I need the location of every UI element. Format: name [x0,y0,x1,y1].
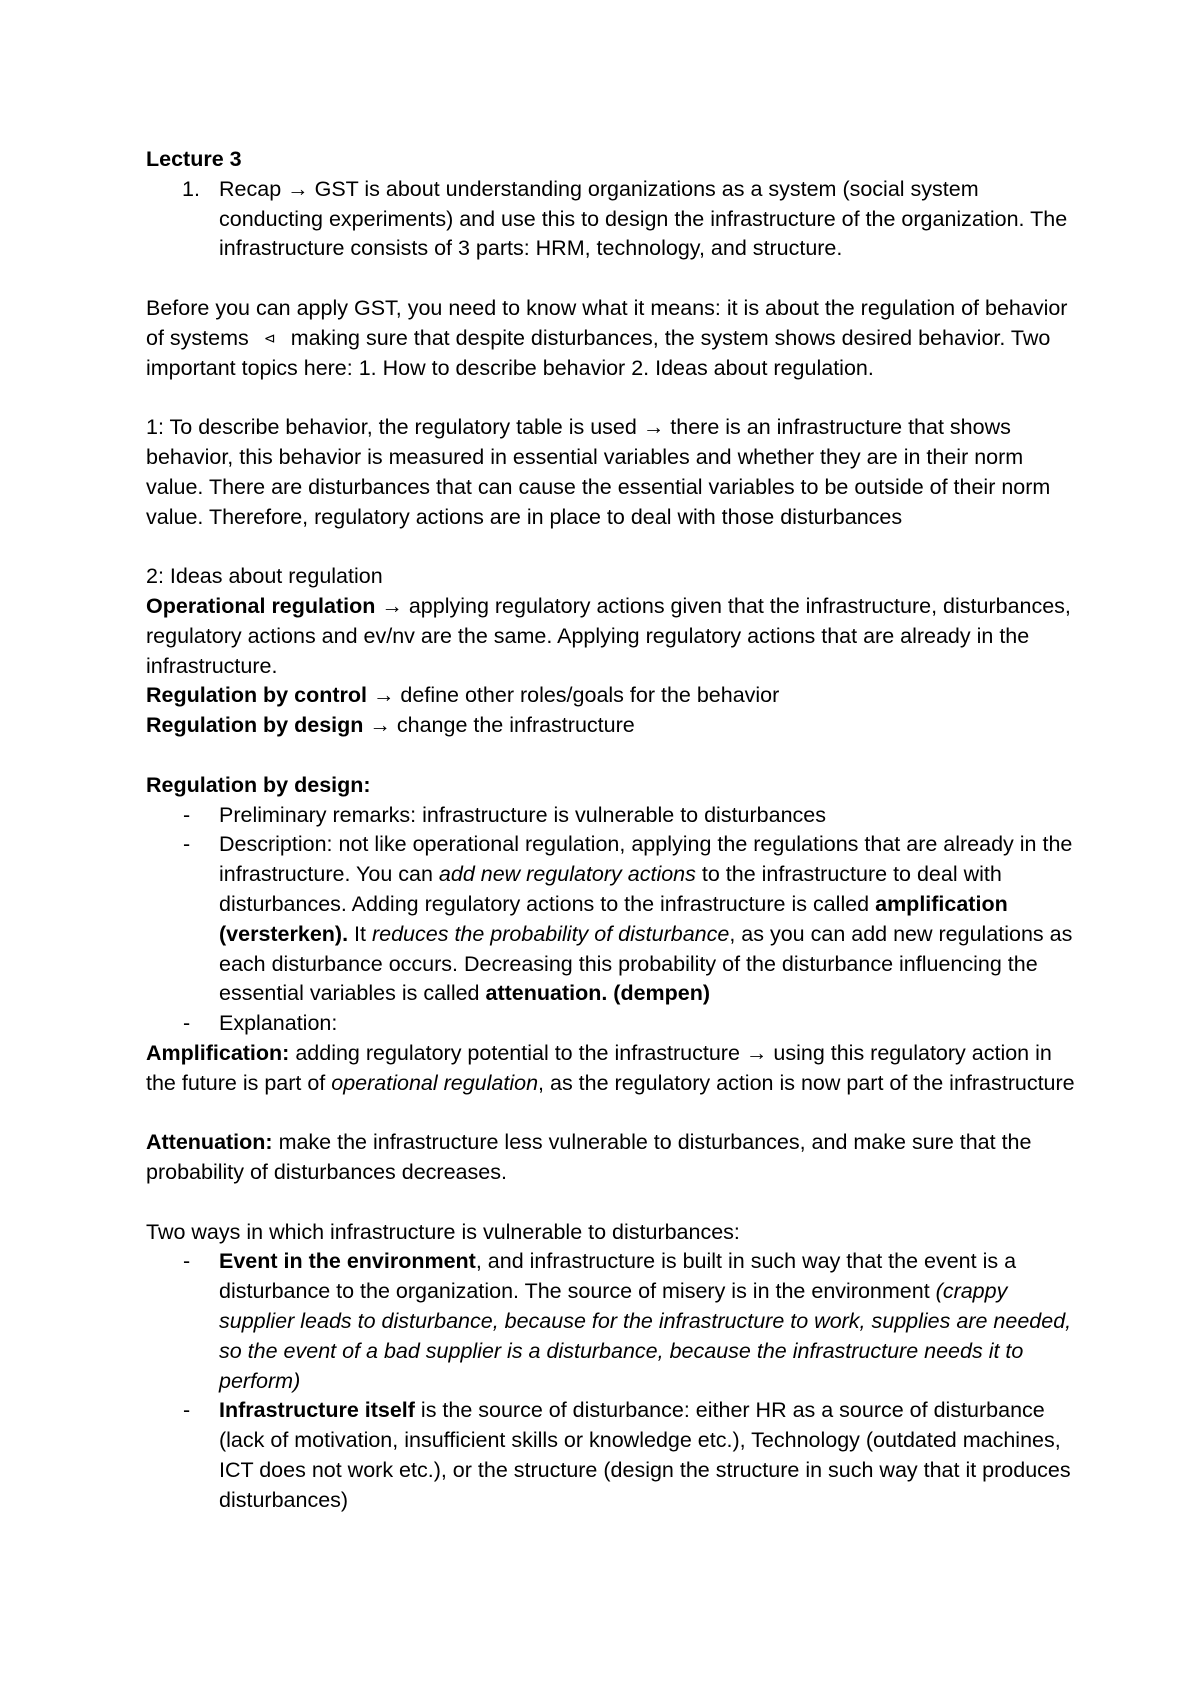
bullet-event-environment: - Event in the environment, and infrastructure is built in such way that the event is a disturbance to the organization. The source of misery is in the environment (crappy supplier leads to disturbance, because for the infrastructure to work, supplies are needed, so the event of a bad supplier is a disturbance, because the infrastructure needs it to perform) [183,1249,1072,1393]
design-heading: Regulation by design: [146,772,371,797]
bullet-dash: - [183,832,191,857]
arrow-icon: → [642,415,665,440]
ways-heading: Two ways in which infrastructure is vulnerable to disturbances: [146,1219,740,1244]
bullet-preliminary: - Preliminary remarks: infrastructure is vulnerable to disturbances [146,801,1076,831]
attenuation-paragraph: Attenuation: make the infrastructure less vulnerable to disturbances, and make sure that the probability of disturbances decreases. [146,1130,1032,1185]
amplification-paragraph: Amplification: adding regulatory potential to the infrastructure → using this regulatory action in the future is part of operational regulation, as the regulatory action is now part of the infrastructure [146,1040,1075,1095]
document-page [146,145,1076,1516]
arrow-icon: → [369,713,391,738]
regulation-by-design: Regulation by design → change the infrastructure [146,713,635,738]
bullet-dash: - [183,1011,191,1036]
paragraph-gst-meaning: Before you can apply GST, you need to know what it means: it is about the regulation of behavior of systems ⊲ making sure that despite disturbances, the system shows desired behavior. Two important topics here: 1. How to describe behavior 2. Ideas about regulation. [146,295,1068,380]
operational-regulation: Operational regulation → applying regulatory actions given that the infrastructure, disturbances, regulatory actions and ev/nv are the same. Applying regulatory actions that are already in the infrastructure. [146,593,1071,678]
arrow-icon: → [287,176,309,201]
arrow-icon: → [745,1040,768,1065]
list-number: 1. [182,176,200,201]
bullet-dash: - [183,802,191,827]
regulation-by-control: Regulation by control → define other roles/goals for the behavior [146,683,780,708]
bullet-explanation: - Explanation: [146,1009,1076,1039]
ideas-heading: 2: Ideas about regulation [146,564,383,589]
arrow-icon: → [381,593,403,618]
bullet-description: - Description: not like operational regulation, applying the regulations that are already in the infrastructure. You can add new regulatory actions to the infrastructure to deal with disturbances. Adding regulatory actions to the infrastructure is called amplification (versterken). It reduces the probability of disturbance, as you can add new regulations as each disturbance occurs. Decreasing this probability of the disturbance influencing the essential variables is called attenuation. (dempen) [183,832,1073,1006]
paragraph-describe-behavior: 1: To describe behavior, the regulatory table is used → there is an infrastructure that shows behavior, this behavior is measured in essential variables and whether they are in their norm value. There are disturbances that can cause the essential variables to be outside of their norm value. Therefore, regulatory actions are in place to deal with those disturbances [146,415,1051,529]
bullet-dash: - [183,1398,191,1423]
small-arrow-icon: ⊲ [263,329,276,346]
bullet-dash: - [183,1249,191,1274]
arrow-icon: → [372,683,395,708]
page-title: Lecture 3 [146,147,242,171]
recap-list-item: 1. Recap → GST is about understanding organizations as a system (social system conducting experiments) and use this to design the infrastructure of the organization. The infrastructure consists of 3 parts: HRM, technology, and structure. [182,176,1068,261]
bullet-infrastructure-itself: - Infrastructure itself is the source of disturbance: either HR as a source of disturbance (lack of motivation, insufficient skills or knowledge etc.), Technology (outdated machines, ICT does not work etc.), or the structure (design the structure in such way that it produces disturbances) [183,1398,1071,1512]
